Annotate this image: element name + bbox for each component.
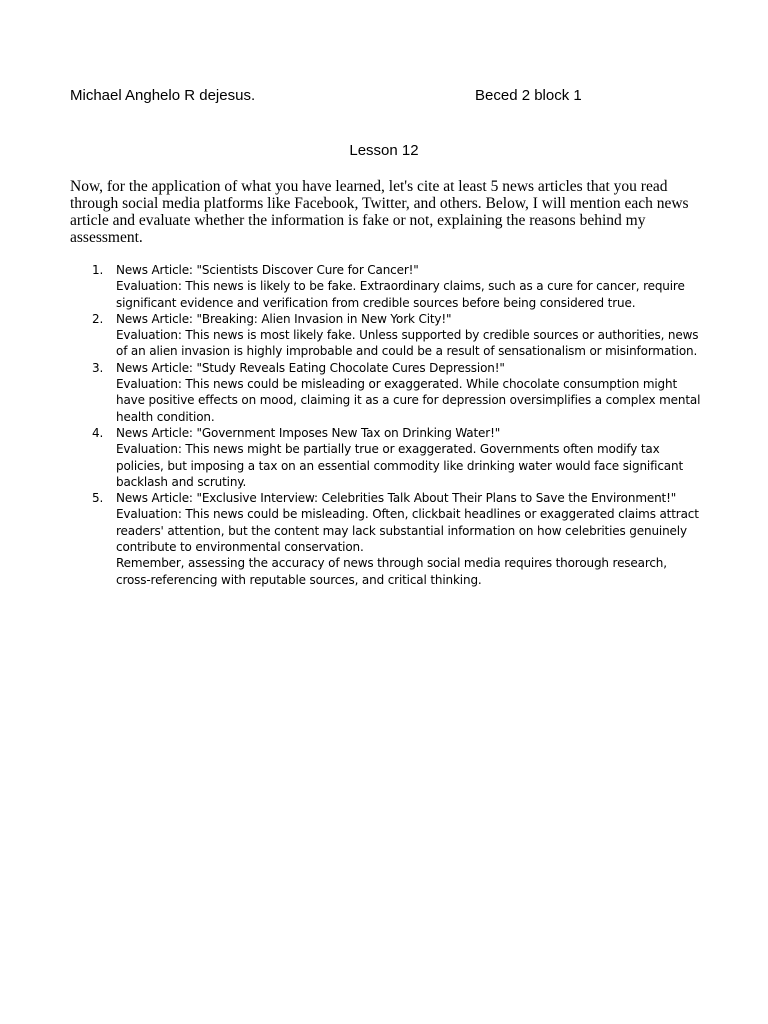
article-evaluation: Evaluation: This news could be misleading. Often, clickbait headlines or exaggerated claims attract readers' attention, but the content may lack substantial information on how celebrities genuinely contribute to environmental conservation.	[116, 507, 699, 555]
list-item	[70, 262, 705, 311]
article-evaluation: Evaluation: This news is most likely fake. Unless supported by credible sources or authorities, news of an alien invasion is highly improbable and could be a result of sensationalism or misinformation.	[116, 328, 699, 359]
intro-paragraph: Now, for the application of what you have learned, let's cite at least 5 news articles that you read through social media platforms like Facebook, Twitter, and others. Below, I will mention each news article and evaluate whether the information is fake or not, explaining the reasons behind my assessment.	[70, 178, 689, 246]
lesson-title: Lesson 12	[349, 142, 419, 159]
list-number: 3.	[92, 360, 104, 375]
article-headline: News Article: "Breaking: Alien Invasion in New York City!"	[116, 311, 452, 326]
list-item	[70, 311, 705, 360]
article-headline: News Article: "Study Reveals Eating Chocolate Cures Depression!"	[116, 360, 505, 375]
list-item	[70, 425, 705, 490]
article-evaluation: Evaluation: This news could be misleading or exaggerated. While chocolate consumption might have positive effects on mood, claiming it as a cure for depression oversimplifies a complex mental health condition.	[116, 377, 701, 424]
article-headline: News Article: "Government Imposes New Tax on Drinking Water!"	[116, 425, 501, 440]
article-headline: News Article: "Exclusive Interview: Celebrities Talk About Their Plans to Save the Environment!"	[116, 491, 677, 506]
article-evaluation: Evaluation: This news might be partially true or exaggerated. Governments often modify tax policies, but imposing a tax on an essential commodity like drinking water would face significant backlash and scrutiny.	[116, 442, 684, 489]
document-header	[70, 87, 710, 107]
closing-remark: Remember, assessing the accuracy of news through social media requires thorough research, cross-referencing with reputable sources, and critical thinking.	[116, 556, 667, 587]
list-number: 1.	[92, 263, 104, 277]
list-item	[70, 490, 705, 588]
author-name: Michael Anghelo R dejesus.	[70, 87, 256, 104]
article-headline: News Article: "Scientists Discover Cure for Cancer!"	[116, 263, 419, 277]
list-number: 5.	[92, 491, 104, 506]
class-section: Beced 2 block 1	[475, 87, 582, 104]
list-item	[70, 360, 705, 425]
article-evaluation: Evaluation: This news is likely to be fake. Extraordinary claims, such as a cure for cancer, require significant evidence and verification from credible sources before being considered true.	[116, 279, 685, 310]
list-number: 4.	[92, 425, 104, 440]
list-number: 2.	[92, 311, 104, 326]
news-article-list	[70, 262, 705, 588]
